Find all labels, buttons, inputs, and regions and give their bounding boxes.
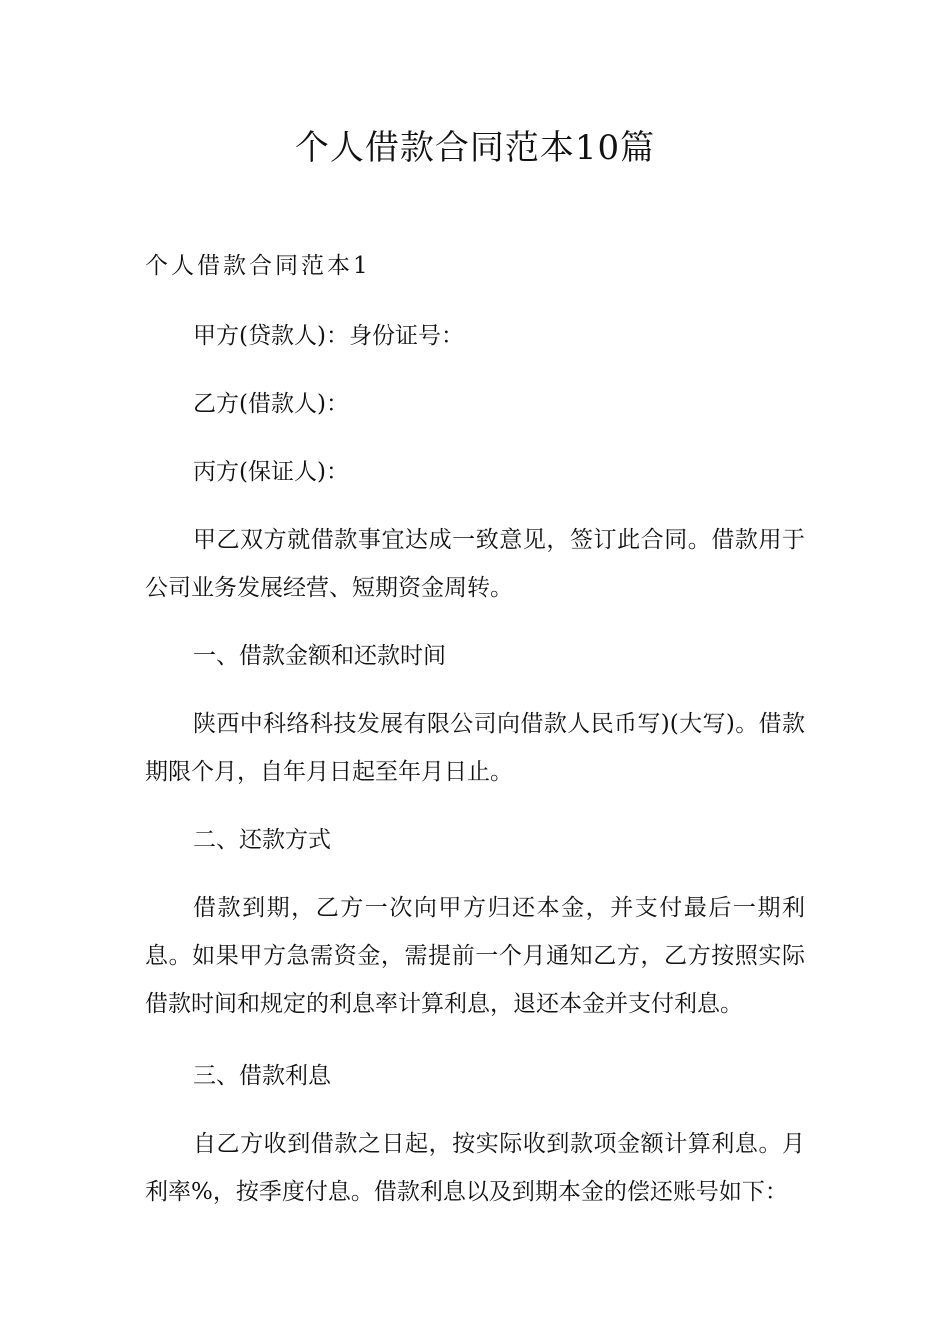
party-a-line: 甲方(贷款人)：身份证号： bbox=[193, 323, 464, 349]
clause-heading-3: 三、借款利息 bbox=[193, 1063, 331, 1089]
party-c-line: 丙方(保证人)： bbox=[193, 459, 349, 485]
document-title: 个人借款合同范本10篇 bbox=[294, 128, 656, 168]
section-title: 个人借款合同范本1 bbox=[145, 253, 371, 279]
clause-paragraph-2: 借款到期，乙方一次向甲方归还本金，并支付最后一期利息。如果甲方急需资金，需提前一个月通知乙方，乙方按照实际借款时间和规定的利息率计算利息，退还本金并支付利息。 bbox=[145, 895, 805, 1017]
agreement-paragraph: 甲乙双方就借款事宜达成一致意见，签订此合同。借款用于公司业务发展经营、短期资金周转。 bbox=[145, 527, 805, 601]
clause-paragraph-1: 陕西中科络科技发展有限公司向借款人民币写)(大写)。借款期限个月，自年月日起至年月日止。 bbox=[145, 711, 805, 785]
clause-heading-1: 一、借款金额和还款时间 bbox=[193, 643, 446, 669]
clause-heading-2: 二、还款方式 bbox=[193, 827, 331, 853]
party-b-line: 乙方(借款人)： bbox=[193, 391, 349, 417]
clause-paragraph-3: 自乙方收到借款之日起，按实际收到款项金额计算利息。月利率%，按季度付息。借款利息以及到期本金的偿还账号如下： bbox=[145, 1131, 805, 1205]
